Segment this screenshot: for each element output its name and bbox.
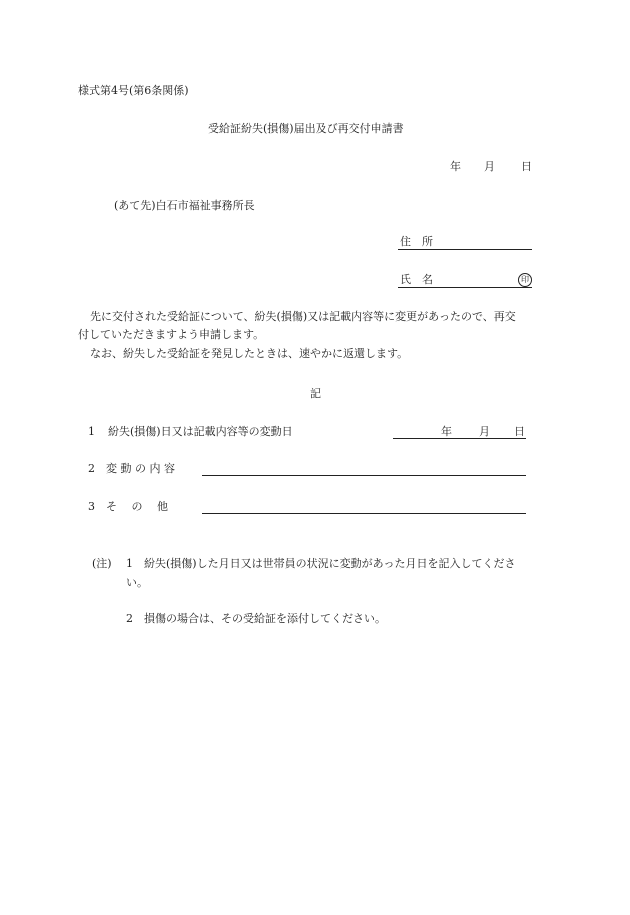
- body-line-1: 先に交付された受給証について、紛失(損傷)又は記載内容等に変更があったので、再交: [90, 310, 516, 323]
- address-label: 住 所: [400, 235, 433, 248]
- date-year-label: 年: [450, 160, 461, 173]
- date-month-label: 月: [484, 160, 495, 173]
- item-1-number: 1: [88, 425, 95, 438]
- name-field[interactable]: [398, 287, 532, 288]
- name-label: 氏 名: [400, 273, 433, 286]
- notes-prefix: (注): [92, 557, 112, 570]
- body-line-3: なお、紛失した受給証を発見したときは、速やかに返還します。: [90, 347, 409, 360]
- item-1-year-label: 年: [441, 425, 452, 438]
- item-1-month-label: 月: [479, 425, 490, 438]
- seal-mark: 印: [518, 273, 532, 287]
- date-day-label: 日: [521, 160, 532, 173]
- item-1-date-field[interactable]: [393, 438, 526, 439]
- item-2-field[interactable]: [202, 475, 526, 476]
- addressee: (あて先)白石市福祉事務所長: [114, 199, 255, 212]
- item-1-day-label: 日: [514, 425, 525, 438]
- address-field[interactable]: [398, 249, 532, 250]
- note-1-line-1: 紛失(損傷)した月日又は世帯員の状況に変動があった月日を記入してくださ: [144, 557, 516, 570]
- item-2-label: 変 動 の 内 容: [106, 462, 175, 475]
- note-1-number: 1: [126, 557, 133, 570]
- form-number: 様式第4号(第6条関係): [78, 84, 189, 97]
- ki-heading: 記: [310, 387, 321, 400]
- document-title: 受給証紛失(損傷)届出及び再交付申請書: [208, 122, 404, 135]
- item-3-number: 3: [88, 500, 95, 513]
- note-1-line-2: い。: [126, 576, 148, 589]
- note-2-text: 損傷の場合は、その受給証を添付してください。: [144, 612, 386, 625]
- body-line-2: 付していただきますよう申請します。: [78, 328, 265, 341]
- item-3-field[interactable]: [202, 513, 526, 514]
- item-2-number: 2: [88, 462, 95, 475]
- note-2-number: 2: [126, 612, 133, 625]
- item-3-label: そ の 他: [106, 500, 168, 513]
- item-1-label: 紛失(損傷)日又は記載内容等の変動日: [108, 425, 293, 438]
